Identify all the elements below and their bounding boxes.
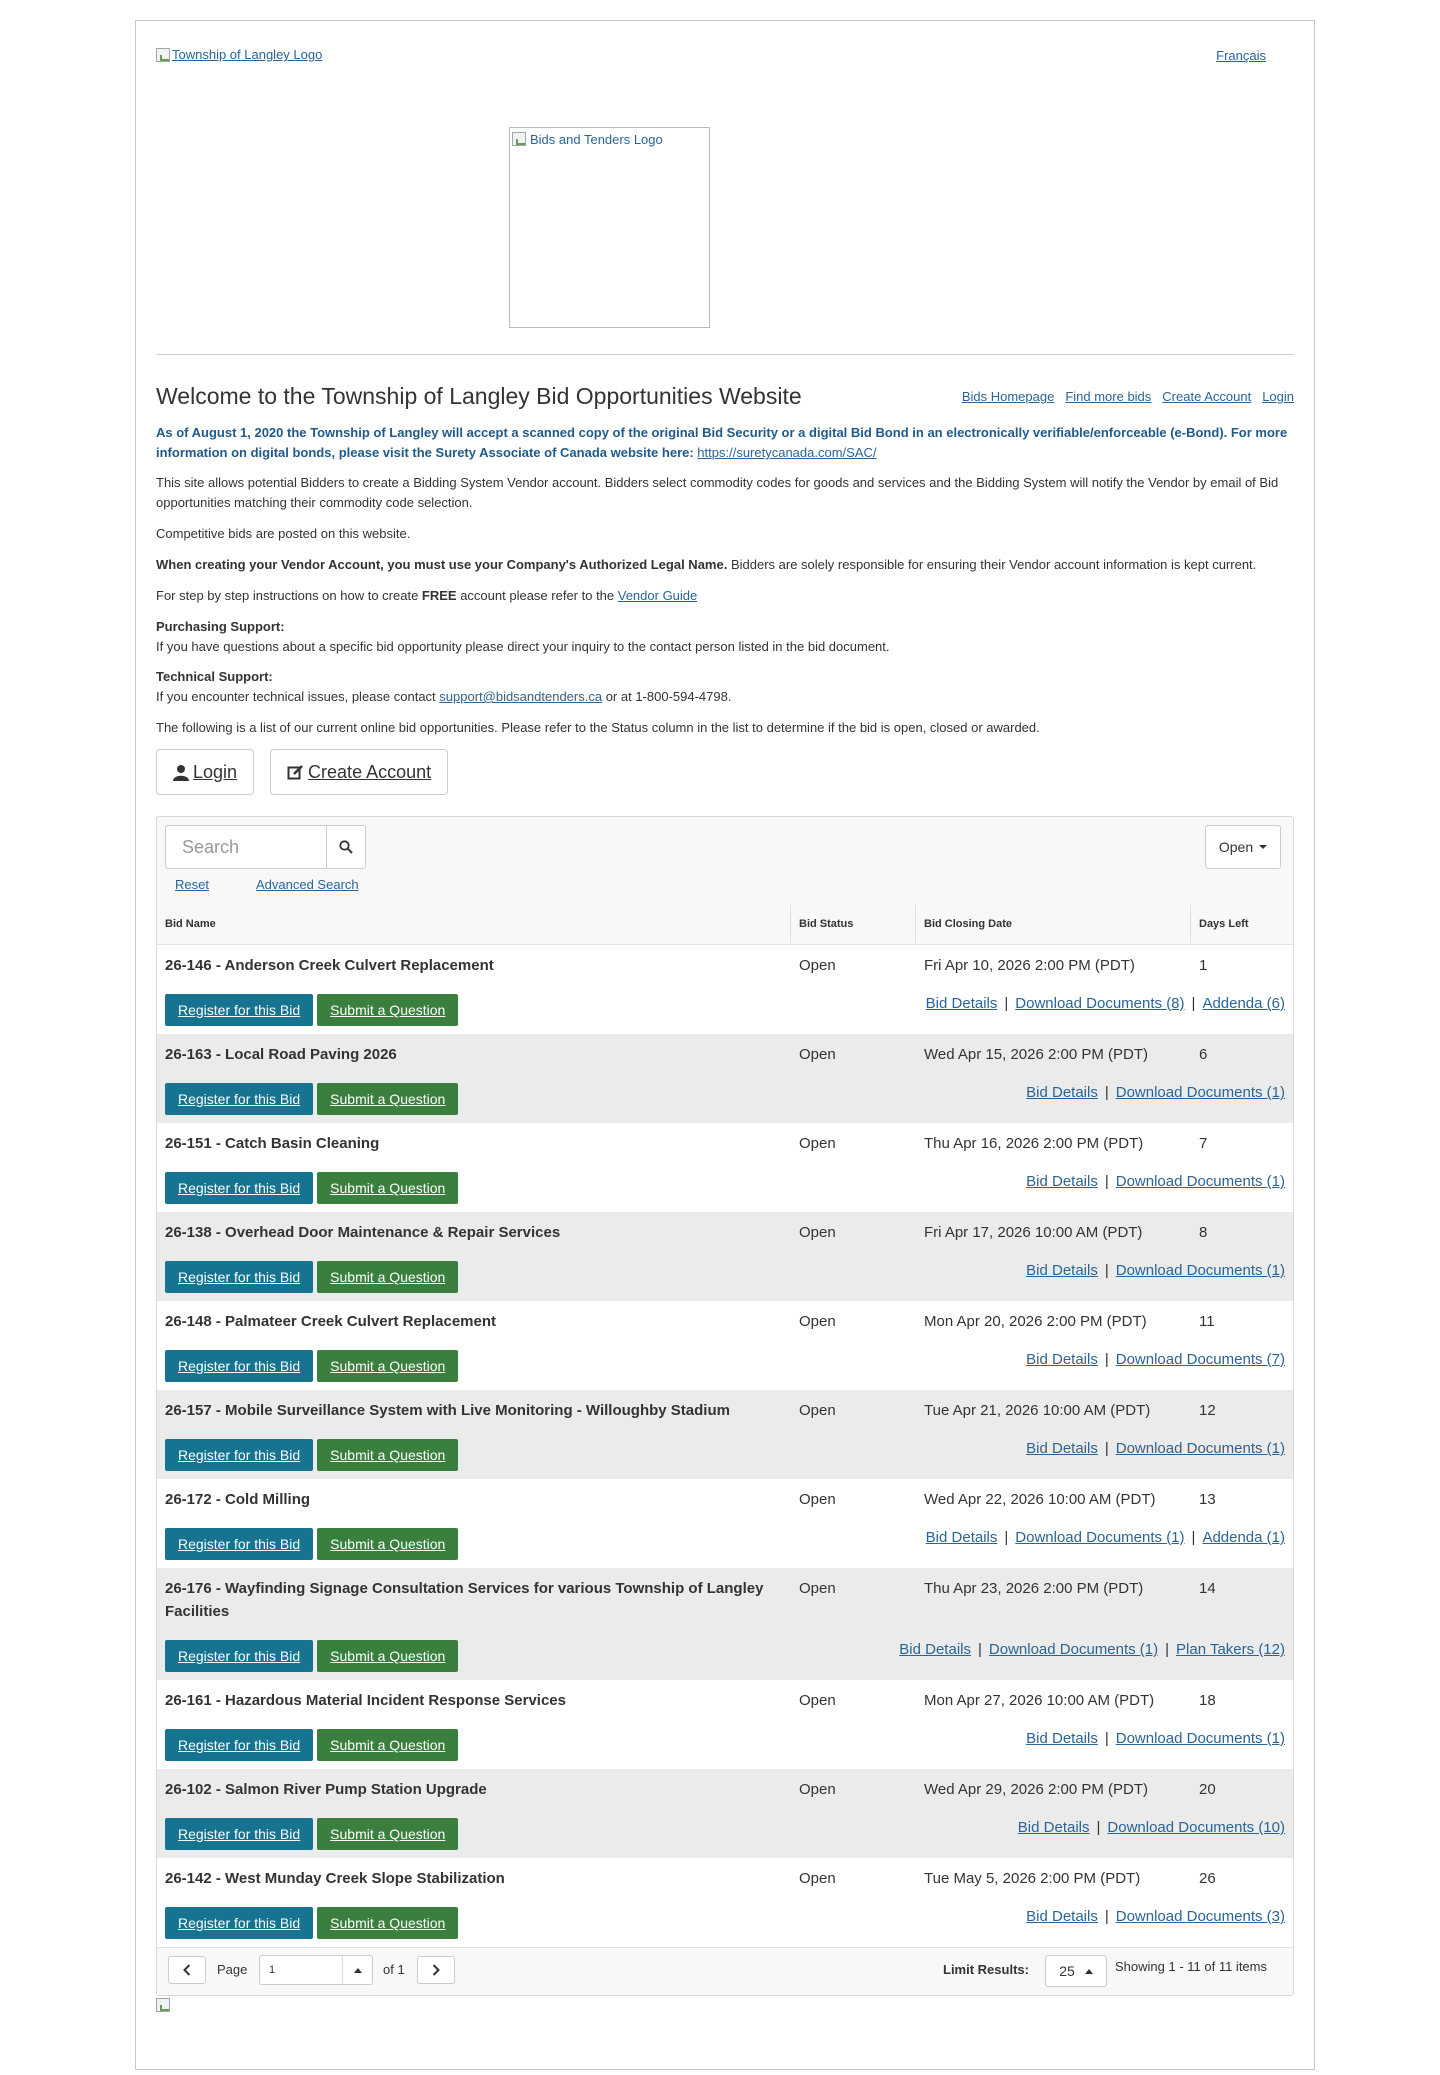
table-row bbox=[157, 1034, 1293, 1123]
table-row bbox=[157, 1123, 1293, 1212]
row-link[interactable]: Bid Details bbox=[1026, 1440, 1098, 1457]
bid-rows bbox=[157, 945, 1293, 1947]
bid-name: 26-102 - Salmon River Pump Station Upgrade bbox=[165, 1781, 487, 1798]
advanced-search-link[interactable]: Advanced Search bbox=[256, 877, 359, 892]
bid-closing-date: Fri Apr 17, 2026 10:00 AM (PDT) bbox=[924, 1224, 1143, 1241]
register-button[interactable]: Register for this Bid bbox=[165, 1729, 313, 1761]
row-link[interactable]: Download Documents (1) bbox=[1115, 1730, 1285, 1747]
days-left: 7 bbox=[1199, 1135, 1208, 1152]
row-link[interactable]: Download Documents (1) bbox=[1115, 1173, 1285, 1190]
guide-mid: account please refer to the bbox=[456, 588, 618, 603]
create-account-label: Create Account bbox=[308, 761, 432, 782]
bid-closing-date: Thu Apr 16, 2026 2:00 PM (PDT) bbox=[924, 1135, 1144, 1152]
row-actions bbox=[165, 1350, 458, 1382]
technical-post: or at 1-800-594-4798. bbox=[602, 689, 732, 704]
bid-closing-date: Fri Apr 10, 2026 2:00 PM (PDT) bbox=[924, 957, 1135, 974]
search-input[interactable] bbox=[165, 825, 326, 869]
submit-question-button[interactable]: Submit a Question bbox=[317, 1350, 458, 1382]
row-link[interactable]: Bid Details bbox=[1026, 1730, 1098, 1747]
bid-security-notice bbox=[156, 423, 1294, 463]
bid-name: 26-157 - Mobile Surveillance System with Live Monitoring - Willoughby Stadium bbox=[165, 1402, 730, 1419]
org-logo-link[interactable] bbox=[156, 47, 322, 62]
table-row bbox=[157, 945, 1293, 1034]
caret-down-icon bbox=[1259, 845, 1267, 849]
submit-question-button[interactable]: Submit a Question bbox=[317, 1172, 458, 1204]
surety-link[interactable]: https://suretycanada.com/SAC/ bbox=[697, 445, 877, 460]
row-links bbox=[1026, 1908, 1285, 1925]
top-nav bbox=[962, 389, 1294, 404]
bid-status: Open bbox=[799, 1692, 836, 1709]
guide-bold: FREE bbox=[421, 588, 457, 603]
bid-name: 26-148 - Palmateer Creek Culvert Replacement bbox=[165, 1313, 496, 1330]
table-row bbox=[157, 1301, 1293, 1390]
register-button[interactable]: Register for this Bid bbox=[165, 1640, 313, 1672]
bid-closing-date: Thu Apr 23, 2026 2:00 PM (PDT) bbox=[924, 1580, 1144, 1597]
table-row bbox=[157, 1568, 1293, 1680]
status-filter-dropdown[interactable] bbox=[1205, 825, 1281, 869]
purchasing-text: If you have questions about a specific bid opportunity please direct your inquiry to the contact person listed in the bid document. bbox=[156, 639, 890, 654]
column-bid-status[interactable]: Bid Status bbox=[791, 905, 916, 943]
column-bid-name[interactable]: Bid Name bbox=[157, 905, 791, 943]
bid-name: 26-163 - Local Road Paving 2026 bbox=[165, 1046, 397, 1063]
competitive-text: Competitive bids are posted on this website. bbox=[156, 526, 411, 541]
row-link[interactable]: Download Documents (3) bbox=[1115, 1908, 1285, 1925]
search-box bbox=[165, 825, 366, 869]
link-separator: | bbox=[1104, 1262, 1109, 1279]
row-link[interactable]: Download Documents (1) bbox=[1015, 1529, 1185, 1546]
footer-image bbox=[156, 1998, 1294, 2015]
days-left: 18 bbox=[1199, 1692, 1216, 1709]
link-separator: | bbox=[1004, 1529, 1009, 1546]
days-left: 6 bbox=[1199, 1046, 1208, 1063]
column-headers bbox=[157, 905, 1293, 943]
row-link[interactable]: Bid Details bbox=[1026, 1173, 1098, 1190]
row-link[interactable]: Download Documents (1) bbox=[988, 1641, 1159, 1658]
page-label: Page bbox=[217, 1962, 248, 1977]
row-link[interactable]: Download Documents (1) bbox=[1115, 1262, 1285, 1279]
bid-name: 26-138 - Overhead Door Maintenance & Repair Services bbox=[165, 1224, 561, 1241]
row-links bbox=[1026, 1084, 1285, 1101]
row-link[interactable]: Download Documents (1) bbox=[1115, 1084, 1285, 1101]
legal-name-bold: When creating your Vendor Account, you must use your Company's Authorized Legal Name. bbox=[156, 557, 728, 572]
bid-name: 26-151 - Catch Basin Cleaning bbox=[165, 1135, 380, 1152]
bid-closing-date: Mon Apr 20, 2026 2:00 PM (PDT) bbox=[924, 1313, 1147, 1330]
table-row bbox=[157, 1212, 1293, 1301]
row-actions bbox=[165, 1907, 458, 1939]
legal-name-text bbox=[156, 555, 1294, 575]
bids-logo-alt: Bids and Tenders Logo bbox=[530, 132, 663, 147]
row-actions bbox=[165, 1640, 458, 1672]
create-account-button[interactable] bbox=[270, 749, 448, 795]
bid-status: Open bbox=[799, 1313, 836, 1330]
chevron-right-icon bbox=[432, 1964, 440, 1976]
showing-count: Showing 1 - 11 of 11 items bbox=[1115, 1959, 1267, 1974]
row-link[interactable]: Bid Details bbox=[1017, 1819, 1090, 1836]
register-button[interactable]: Register for this Bid bbox=[165, 1350, 313, 1382]
row-links bbox=[1026, 1351, 1285, 1368]
bid-closing-date: Wed Apr 15, 2026 2:00 PM (PDT) bbox=[924, 1046, 1148, 1063]
submit-question-button[interactable]: Submit a Question bbox=[317, 1907, 458, 1939]
page-number-value: 1 bbox=[269, 1964, 276, 1976]
row-actions bbox=[165, 1818, 458, 1850]
row-link[interactable]: Bid Details bbox=[925, 1529, 998, 1546]
broken-image-icon bbox=[156, 48, 170, 62]
page-spinner[interactable] bbox=[342, 1956, 372, 1984]
bids-grid bbox=[156, 816, 1294, 1996]
table-row bbox=[157, 1680, 1293, 1769]
bid-name: 26-142 - West Munday Creek Slope Stabilization bbox=[165, 1870, 505, 1887]
register-button[interactable]: Register for this Bid bbox=[165, 994, 313, 1026]
broken-image-icon bbox=[512, 132, 526, 146]
row-links bbox=[899, 1641, 1285, 1658]
row-links bbox=[926, 1529, 1285, 1546]
bid-status: Open bbox=[799, 1580, 836, 1597]
row-link[interactable]: Bid Details bbox=[1026, 1351, 1098, 1368]
row-actions bbox=[165, 1528, 458, 1560]
table-row bbox=[157, 1769, 1293, 1858]
bid-closing-date: Wed Apr 22, 2026 10:00 AM (PDT) bbox=[924, 1491, 1156, 1508]
row-link[interactable]: Addenda (6) bbox=[1202, 995, 1285, 1012]
link-separator: | bbox=[1104, 1730, 1109, 1747]
technical-title: Technical Support: bbox=[156, 669, 273, 684]
link-separator: | bbox=[1104, 1440, 1109, 1457]
link-separator: | bbox=[1104, 1908, 1109, 1925]
row-links bbox=[1026, 1262, 1285, 1279]
register-button[interactable]: Register for this Bid bbox=[165, 1261, 313, 1293]
support-email-link[interactable]: support@bidsandtenders.ca bbox=[439, 689, 603, 704]
row-link[interactable]: Bid Details bbox=[1026, 1084, 1098, 1101]
login-button[interactable] bbox=[156, 749, 254, 795]
technical-support bbox=[156, 667, 1294, 707]
guide-pre: For step by step instructions on how to create bbox=[156, 588, 422, 603]
pager bbox=[157, 1947, 1293, 1995]
submit-question-button[interactable]: Submit a Question bbox=[317, 994, 458, 1026]
row-actions bbox=[165, 1729, 458, 1761]
days-left: 26 bbox=[1199, 1870, 1216, 1887]
bid-name: 26-172 - Cold Milling bbox=[165, 1491, 311, 1508]
submit-question-button[interactable]: Submit a Question bbox=[317, 1818, 458, 1850]
nav-find-more-bids[interactable]: Find more bids bbox=[1065, 389, 1152, 404]
register-button[interactable]: Register for this Bid bbox=[165, 1818, 313, 1850]
row-links bbox=[926, 995, 1285, 1012]
link-separator: | bbox=[977, 1641, 982, 1658]
submit-question-button[interactable]: Submit a Question bbox=[317, 1439, 458, 1471]
days-left: 20 bbox=[1199, 1781, 1216, 1798]
bid-status: Open bbox=[799, 1781, 836, 1798]
row-link[interactable]: Plan Takers (12) bbox=[1176, 1641, 1285, 1658]
register-button[interactable]: Register for this Bid bbox=[165, 1528, 313, 1560]
purchasing-title: Purchasing Support: bbox=[156, 619, 285, 634]
status-filter-value: Open bbox=[1218, 839, 1254, 855]
link-separator: | bbox=[1191, 995, 1196, 1012]
legal-name-rest: Bidders are solely responsible for ensuring their Vendor account information is kept current. bbox=[727, 557, 1257, 572]
bid-status: Open bbox=[799, 1870, 836, 1887]
reset-link[interactable]: Reset bbox=[175, 877, 209, 892]
row-link[interactable]: Download Documents (7) bbox=[1115, 1351, 1285, 1368]
submit-question-button[interactable]: Submit a Question bbox=[317, 1729, 458, 1761]
row-link[interactable]: Bid Details bbox=[1026, 1262, 1098, 1279]
page-title: Welcome to the Township of Langley Bid Opportunities Website bbox=[156, 383, 802, 409]
page-frame bbox=[135, 20, 1315, 2070]
bid-name: 26-146 - Anderson Creek Culvert Replacement bbox=[165, 957, 494, 974]
link-separator: | bbox=[1004, 995, 1009, 1012]
link-separator: | bbox=[1191, 1529, 1196, 1546]
nav-bids-homepage[interactable]: Bids Homepage bbox=[961, 389, 1055, 404]
bid-status: Open bbox=[799, 1224, 836, 1241]
bids-logo bbox=[509, 127, 710, 328]
days-left: 8 bbox=[1199, 1224, 1208, 1241]
table-row bbox=[157, 1479, 1293, 1568]
register-button[interactable]: Register for this Bid bbox=[165, 1907, 313, 1939]
row-link[interactable]: Bid Details bbox=[1026, 1908, 1098, 1925]
row-links bbox=[1026, 1730, 1285, 1747]
user-icon bbox=[173, 764, 189, 781]
nav-create-account[interactable]: Create Account bbox=[1162, 389, 1252, 404]
days-left: 11 bbox=[1199, 1313, 1215, 1330]
row-link[interactable]: Addenda (1) bbox=[1202, 1529, 1285, 1546]
page-number-input[interactable] bbox=[259, 1955, 373, 1985]
header bbox=[156, 21, 1294, 355]
vendor-guide-link[interactable]: Vendor Guide bbox=[617, 588, 698, 603]
column-days-left[interactable]: Days Left bbox=[1199, 918, 1249, 930]
days-left: 14 bbox=[1199, 1580, 1216, 1597]
bid-name: 26-161 - Hazardous Material Incident Response Services bbox=[165, 1692, 566, 1709]
edit-icon bbox=[287, 764, 304, 781]
row-links bbox=[1018, 1819, 1285, 1836]
org-logo-alt: Township of Langley Logo bbox=[172, 47, 323, 62]
technical-pre: If you encounter technical issues, please contact bbox=[156, 689, 440, 704]
language-link[interactable]: Français bbox=[1216, 48, 1266, 63]
caret-up-icon bbox=[1085, 1969, 1093, 1974]
table-row bbox=[157, 1390, 1293, 1479]
submit-question-button[interactable]: Submit a Question bbox=[317, 1261, 458, 1293]
page-count: of 1 bbox=[383, 1962, 405, 1977]
main-content bbox=[136, 383, 1314, 2015]
link-separator: | bbox=[1104, 1173, 1109, 1190]
days-left: 13 bbox=[1199, 1491, 1216, 1508]
bid-closing-date: Mon Apr 27, 2026 10:00 AM (PDT) bbox=[924, 1692, 1155, 1709]
vendor-guide-text bbox=[156, 586, 1294, 606]
row-link[interactable]: Download Documents (8) bbox=[1015, 995, 1185, 1012]
days-left: 12 bbox=[1199, 1402, 1216, 1419]
search-button[interactable] bbox=[326, 825, 366, 869]
login-label: Login bbox=[193, 761, 238, 782]
row-actions bbox=[165, 994, 458, 1026]
next-page-button[interactable] bbox=[417, 1956, 455, 1984]
row-links bbox=[1026, 1440, 1285, 1457]
row-actions bbox=[165, 1261, 458, 1293]
bid-status: Open bbox=[799, 1135, 836, 1152]
register-button[interactable]: Register for this Bid bbox=[165, 1172, 313, 1204]
intro-text: This site allows potential Bidders to create a Bidding System Vendor account. Bidders select commodity codes for goods and services and the Bidding System will notify the Vendor by email of Bid opportunities matching their commodity code selection. bbox=[156, 475, 1279, 510]
link-separator: | bbox=[1104, 1351, 1109, 1368]
prev-page-button[interactable] bbox=[168, 1956, 206, 1984]
row-link[interactable]: Bid Details bbox=[899, 1641, 971, 1658]
bid-closing-date: Tue May 5, 2026 2:00 PM (PDT) bbox=[924, 1870, 1141, 1887]
nav-login[interactable]: Login bbox=[1262, 389, 1294, 404]
caret-up-icon bbox=[354, 1968, 362, 1973]
search-icon bbox=[339, 840, 353, 854]
table-row bbox=[157, 1858, 1293, 1947]
column-bid-closing-date[interactable]: Bid Closing Date bbox=[916, 905, 1191, 943]
row-link[interactable]: Bid Details bbox=[925, 995, 998, 1012]
bid-name: 26-176 - Wayfinding Signage Consultation Services for various Township of Langley Facilities bbox=[165, 1580, 764, 1620]
link-separator: | bbox=[1096, 1819, 1101, 1836]
bid-closing-date: Wed Apr 29, 2026 2:00 PM (PDT) bbox=[924, 1781, 1148, 1798]
broken-image-icon bbox=[156, 1998, 170, 2012]
submit-question-button[interactable]: Submit a Question bbox=[317, 1528, 458, 1560]
row-links bbox=[1026, 1173, 1285, 1190]
auth-buttons bbox=[156, 749, 1294, 795]
row-actions bbox=[165, 1439, 458, 1471]
row-link[interactable]: Download Documents (10) bbox=[1107, 1819, 1285, 1836]
limit-results-value: 25 bbox=[1059, 1963, 1075, 1979]
title-row bbox=[156, 383, 1294, 423]
link-separator: | bbox=[1165, 1641, 1170, 1658]
limit-results-label: Limit Results: bbox=[943, 1962, 1029, 1977]
submit-question-button[interactable]: Submit a Question bbox=[317, 1640, 458, 1672]
register-button[interactable]: Register for this Bid bbox=[165, 1439, 313, 1471]
bid-status: Open bbox=[799, 957, 836, 974]
limit-results-select[interactable] bbox=[1045, 1955, 1107, 1987]
bid-status: Open bbox=[799, 1046, 836, 1063]
bid-status: Open bbox=[799, 1491, 836, 1508]
link-separator: | bbox=[1104, 1084, 1109, 1101]
row-link[interactable]: Download Documents (1) bbox=[1115, 1440, 1285, 1457]
submit-question-button[interactable]: Submit a Question bbox=[317, 1083, 458, 1115]
chevron-left-icon bbox=[183, 1964, 191, 1976]
list-intro: The following is a list of our current online bid opportunities. Please refer to the Status column in the list to determine if the bid is open, closed or awarded. bbox=[156, 720, 1040, 735]
register-button[interactable]: Register for this Bid bbox=[165, 1083, 313, 1115]
bid-status: Open bbox=[799, 1402, 836, 1419]
days-left: 1 bbox=[1199, 957, 1208, 974]
row-actions bbox=[165, 1083, 458, 1115]
bid-closing-date: Tue Apr 21, 2026 10:00 AM (PDT) bbox=[924, 1402, 1151, 1419]
purchasing-support bbox=[156, 617, 1294, 657]
notice-text: As of August 1, 2020 the Township of Langley will accept a scanned copy of the original Bid Security or a digital Bid Bond in an electronically verifiable/enforceable (e-Bond). For more information on digital bonds, please visit the Surety Associate of Canada website here: bbox=[156, 425, 1288, 460]
row-actions bbox=[165, 1172, 458, 1204]
grid-toolbar bbox=[157, 817, 1293, 945]
